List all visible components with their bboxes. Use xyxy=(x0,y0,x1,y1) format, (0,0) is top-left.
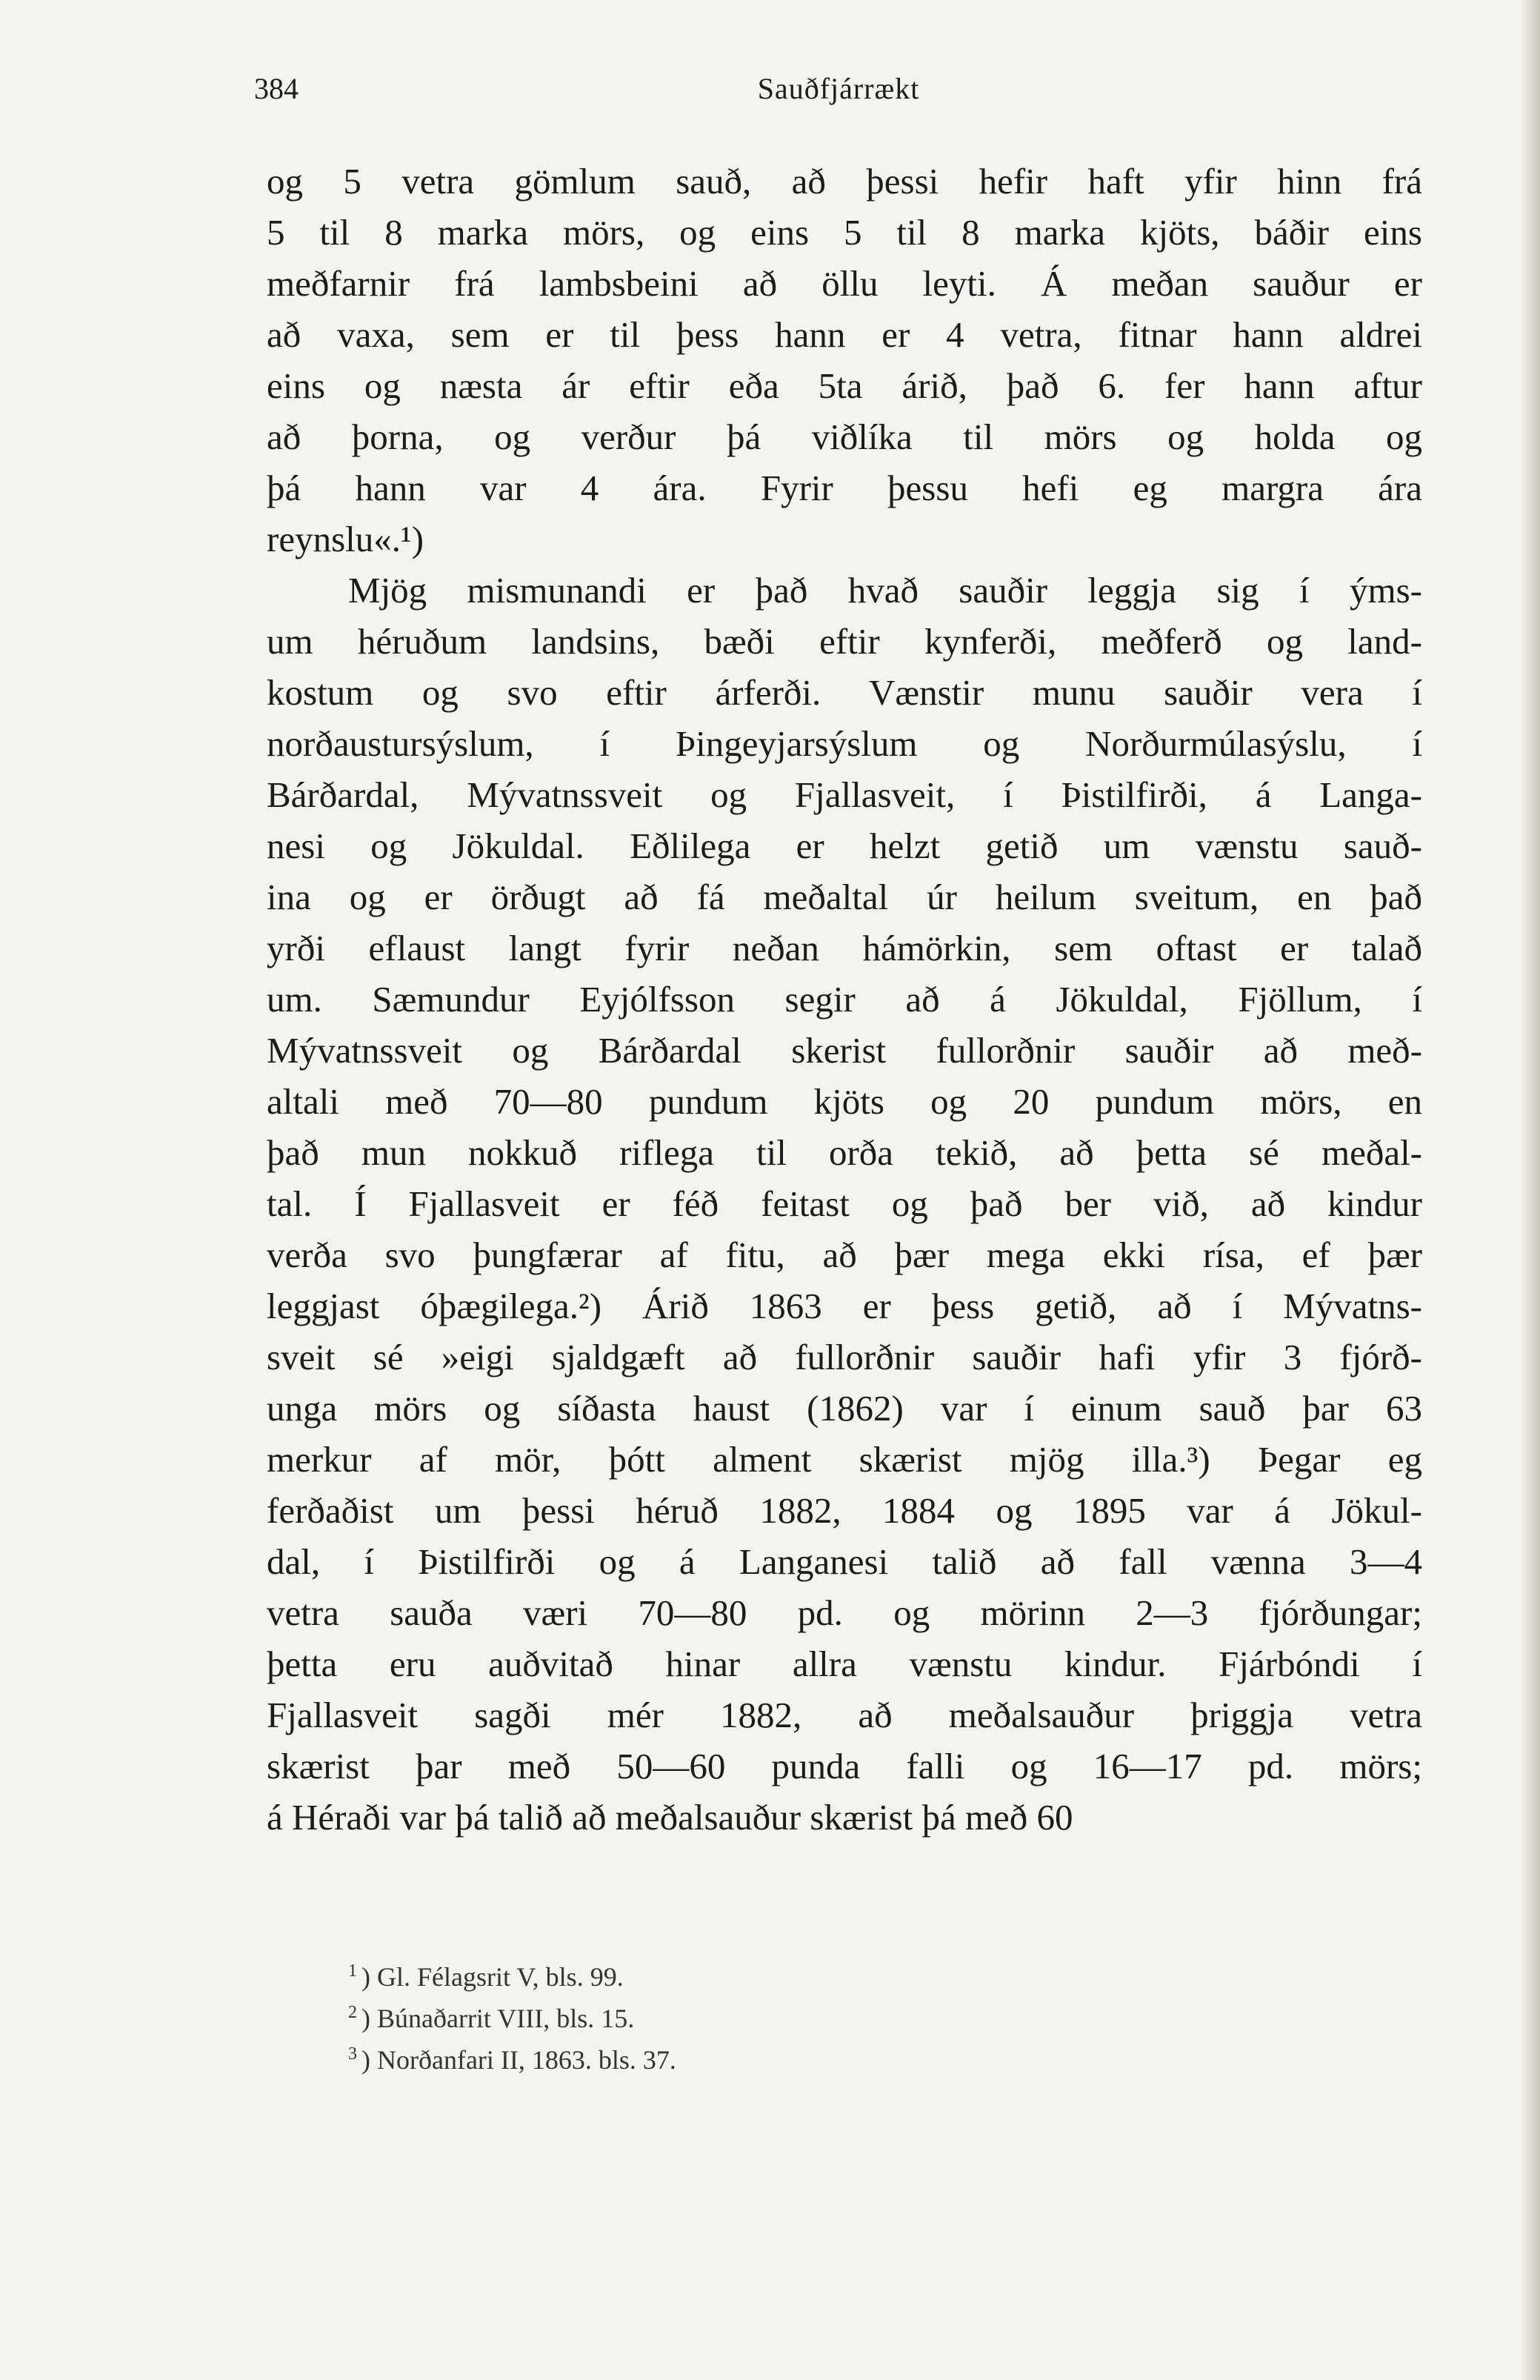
text-line: að vaxa, sem er til þess hann er 4 vetra, fitnar hann aldrei xyxy=(267,314,1422,355)
text-line: og 5 vetra gömlum sauð, að þessi hefir haft yfir hinn frá xyxy=(267,161,1422,202)
footnote-mark: 2 xyxy=(348,2003,357,2022)
running-title: Sauðfjárrækt xyxy=(757,72,920,105)
text-line: merkur af mör, þótt alment skærist mjög illa.³) Þegar eg xyxy=(267,1439,1422,1480)
text-line: ina og er örðugt að fá meðaltal úr heilum sveitum, en það xyxy=(267,877,1422,917)
footnotes xyxy=(348,1953,1237,2078)
text-line: eins og næsta ár eftir eða 5ta árið, það 6. fer hann aftur xyxy=(267,365,1422,406)
text-line: Fjallasveit sagði mér 1882, að meðalsauður þriggja vetra xyxy=(267,1695,1422,1735)
page-number: 384 xyxy=(254,72,299,105)
text-line: leggjast óþægilega.²) Árið 1863 er þess getið, að í Mývatns- xyxy=(267,1286,1422,1326)
page-edge-shadow xyxy=(1521,0,1540,2380)
text-line: þetta eru auðvitað hinar allra vænstu kindur. Fjárbóndi í xyxy=(267,1643,1422,1684)
text-line: á Héraði var þá talið að meðalsauður skærist þá með 60 xyxy=(267,1797,1073,1838)
text-line: um. Sæmundur Eyjólfsson segir að á Jökuldal, Fjöllum, í xyxy=(267,979,1422,1020)
text-line: yrði eflaust langt fyrir neðan hámörkin, sem oftast er talað xyxy=(267,928,1422,968)
footnote xyxy=(348,2036,1237,2078)
text-line: unga mörs og síðasta haust (1862) var í einum sauð þar 63 xyxy=(267,1388,1422,1429)
footnote-text: ) Gl. Félagsrit V, bls. 99. xyxy=(361,1962,624,1992)
footnote-mark: 1 xyxy=(348,1961,357,1981)
text-line: tal. Í Fjallasveit er féð feitast og það ber við, að kindur xyxy=(267,1183,1422,1224)
page-header xyxy=(254,71,1423,123)
text-line: verða svo þungfærar af fitu, að þær mega ekki rísa, ef þær xyxy=(267,1234,1422,1275)
text-line: að þorna, og verður þá viðlíka til mörs og holda og xyxy=(267,416,1422,457)
text-line: vetra sauða væri 70—80 pd. og mörinn 2—3 fjórðungar; xyxy=(267,1592,1422,1633)
text-line: það mun nokkuð riflega til orða tekið, að þetta sé meðal- xyxy=(267,1132,1422,1173)
footnote xyxy=(348,1995,1237,2036)
text-line: sveit sé »eigi sjaldgæft að fullorðnir sauðir hafi yfir 3 fjórð- xyxy=(267,1337,1422,1377)
text-line: Mývatnssveit og Bárðardal skerist fullorðnir sauðir að með- xyxy=(267,1030,1422,1071)
text-line: dal, í Þistilfirði og á Langanesi talið að fall vænna 3—4 xyxy=(267,1541,1422,1582)
text-line: Mjög mismunandi er það hvað sauðir leggja sig í ýms- xyxy=(348,570,1422,611)
body-text xyxy=(267,156,1422,1843)
text-line: reynslu«.¹) xyxy=(267,519,424,559)
text-line: Bárðardal, Mývatnssveit og Fjallasveit, í Þistilfirði, á Langa- xyxy=(267,774,1422,815)
text-line: 5 til 8 marka mörs, og eins 5 til 8 marka kjöts, báðir eins xyxy=(267,212,1422,253)
text-line: þá hann var 4 ára. Fyrir þessu hefi eg margra ára xyxy=(267,468,1422,508)
text-line: ferðaðist um þessi héruð 1882, 1884 og 1895 var á Jökul- xyxy=(267,1490,1422,1531)
text-line: kostum og svo eftir árferði. Vænstir munu sauðir vera í xyxy=(267,672,1422,713)
footnote-mark: 3 xyxy=(348,2044,357,2064)
text-line: nesi og Jökuldal. Eðlilega er helzt getið um vænstu sauð- xyxy=(267,825,1422,866)
footnote-text: ) Búnaðarrit VIII, bls. 15. xyxy=(361,2004,635,2033)
footnote-text: ) Norðanfari II, 1863. bls. 37. xyxy=(361,2045,676,2075)
text-line: meðfarnir frá lambsbeini að öllu leyti. Á meðan sauður er xyxy=(267,263,1422,304)
text-line: um héruðum landsins, bæði eftir kynferði, meðferð og land- xyxy=(267,621,1422,662)
text-line: norðaustursýslum, í Þingeyjarsýslum og Norðurmúlasýslu, í xyxy=(267,723,1422,764)
text-line: altali með 70—80 pundum kjöts og 20 pundum mörs, en xyxy=(267,1081,1422,1122)
footnote xyxy=(348,1953,1237,1995)
text-line: skærist þar með 50—60 punda falli og 16—17 pd. mörs; xyxy=(267,1746,1422,1786)
